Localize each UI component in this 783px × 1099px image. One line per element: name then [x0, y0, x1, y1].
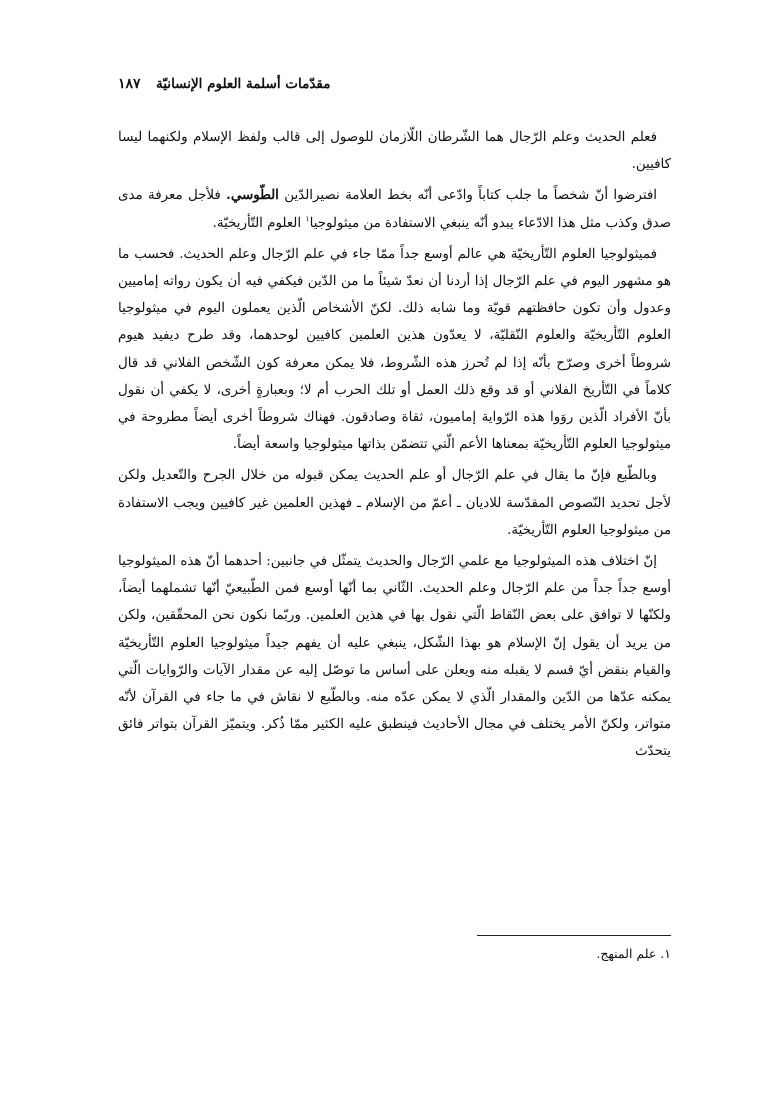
paragraph-2-text-end: العلوم التّأريخيّة.: [212, 215, 306, 231]
footnote-divider: [477, 935, 671, 936]
paragraph-1: فعلم الحديث وعلم الرّجال هما الشّرطان اللّازمان للوصول إلى قالب ولفظ الإسلام ولكنهما ليسا كافيين.: [118, 130, 671, 173]
paragraph-2: [118, 182, 671, 236]
footnote-text: ١. علم المنهج.: [596, 946, 671, 961]
body-text: [118, 124, 671, 770]
paragraph-4: وبالطّبع فإنّ ما يقال في علم الرّجال أو علم الحديث يمكن قبوله من خلال الجرح والتّعديل ولكن لأجل تحديد النّصوص المقدّسة للاديان ـ أعمّ من الإسلام ـ فهذين العلمين غير كافيين ويجب الاستفادة من ميثولوجيا العلوم التّأريخيّة.: [118, 468, 671, 538]
paragraph-2-text-middle: فلأجل معرفة مدى صدق وكذب مثل هذا الادّعاء يبدو أنّه ينبغي الاستفادة من ميثولوجيا: [118, 188, 671, 231]
paragraph-2-text-start: افترضوا أنّ شخصاً ما جلب كتاباً وادّعى أنّه بخط العلامة نصيرالدّين: [278, 188, 657, 204]
paragraph-3: فميثولوجيا العلوم التّأريخيّة هي عالم أوسع جداً ممّا جاء في علم الرّجال وعلم الحديث. فحسب ما هو مشهور اليوم في علم الرّجال إذا أردنا أن نعدّ شيئاً ما من الدّين فيكفي فيه أن يكون رواته إماميين وعدول وأن تكون حافظتهم قويّة وما شابه ذلك. لكنّ الأشخاص الّذين يعملون اليوم في ميثولوجيا العلوم التّأريخيّة والعلوم النّقليّة، لا يعدّون هذين العلمين كافيين لوحدهما، وقد طرح ديفيد هيوم شروطاً أخرى وصرّح بأنّه إذا لم تُحرز هذه الشّروط، فلا يمكن معرفة كون الشّخص الفلاني قد قال كلاماً في التّأريخ الفلاني أو قد وقع ذلك العمل أو تلك الحرب أم لا؛ وبعبارةٍ أخرى، لا يكفي أن نقول بأنّ الأفراد الّذين روَوا هذه الرّواية إماميون، ثقاة وصادقون. فهناك شروطاً أخرى أيضاً مطروحة في ميثولوجيا العلوم التّأريخيّة بمعناها الأعم الّتي تتضمّن بذاتها ميثولوجيا واسعة أيضاً.: [118, 246, 671, 453]
paragraph-5: إنّ اختلاف هذه الميثولوجيا مع علمي الرّجال والحديث يتمثّل في جانبين: أحدهما أنّ هذه الميثولوجيا أوسع جداً جداً من علم الرّجال وعلم الحديث. الثّاني بما أنّها أوسع فمن الطّبيعيّ أنّها تشملهما أيضاً، ولكنّها لا توافق على بعض النّقاط الّتي نقول بها في هذين العلمين. وربّما نكون نحن المحقّقين، ولكن من يريد أن يقول إنّ الإسلام هو بهذا الشّكل، ينبغي عليه أن يفهم جيداً ميثولوجيا العلوم التّأريخيّة والقيام بنقض أيّ قسم لا يقبله منه ويعلن على أساس ما توصّل إليه عن مقدار الآيات والرّوايات الّتي يمكنه عدّها من الدّين والمقدار الّذي لا يمكن عدّه منه. وبالطّبع لا نقاش في ما جاء في القرآن لأنّه متواتر، ولكنّ الأمر يختلف في مجال الأحاديث فينطبق عليه الكثير ممّا ذُكر. ويتميّز القرآن بتواتر فائق يتحدّث: [118, 554, 671, 760]
page-header: [118, 76, 671, 100]
page-number: ١٨٧: [118, 76, 141, 92]
bold-name-tusi: الطّوسي.: [226, 187, 279, 204]
footnote-reference-mark: ١: [305, 214, 310, 224]
running-header-title: مقدّمات أسلمة العلوم الإنسانيّة: [156, 76, 331, 92]
